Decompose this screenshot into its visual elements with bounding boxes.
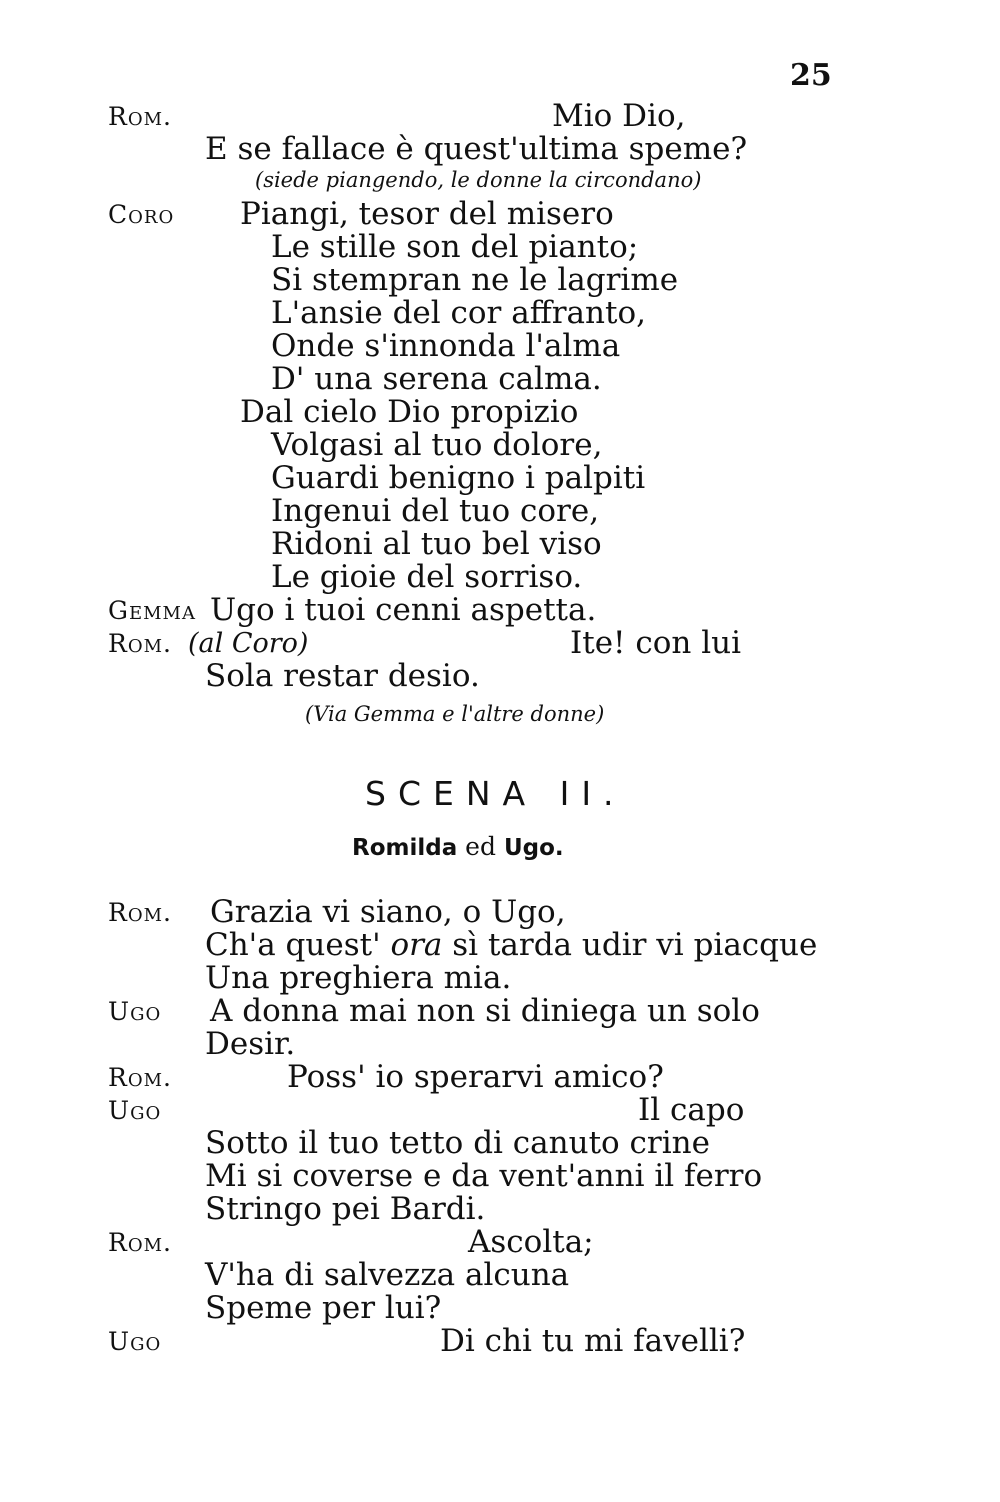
verse-line: Onde s'innonda l'alma	[271, 328, 621, 364]
page-number: 25	[790, 58, 832, 93]
stage-direction: (siede piangendo, le donne la circondano)	[255, 168, 702, 192]
verse-line: Poss' io sperarvi amico?	[287, 1059, 664, 1095]
verse-line: Le gioie del sorriso.	[271, 559, 583, 595]
speaker-label: Rom.	[108, 102, 172, 131]
character-name: Romilda	[352, 835, 458, 861]
speaker-label: Coro	[108, 200, 175, 229]
verse-line: Ch'a quest' ora sì tarda udir vi piacque	[205, 927, 818, 963]
verse-line: V'ha di salvezza alcuna	[205, 1257, 570, 1293]
character-name: Ugo.	[503, 835, 564, 861]
speaker-label: Rom.	[108, 1063, 172, 1092]
verse-line: Stringo pei Bardi.	[205, 1191, 486, 1227]
verse-line: Desir.	[205, 1026, 296, 1062]
speaker-label: Rom.	[108, 629, 172, 658]
scene-characters	[352, 832, 564, 861]
speaker-label: Rom.	[108, 1228, 172, 1257]
verse-line: Guardi benigno i palpiti	[271, 460, 646, 496]
speaker-label: Gemma	[108, 596, 196, 625]
verse-line: Ingenui del tuo core,	[271, 493, 600, 529]
verse-line: Una preghiera mia.	[205, 960, 512, 996]
verse-line: Speme per lui?	[205, 1290, 442, 1326]
speaker-label: Rom.	[108, 898, 172, 927]
verse-line: A donna mai non si diniega un solo	[210, 993, 760, 1029]
verse-line: Dal cielo Dio propizio	[240, 394, 579, 430]
verse-line: D' una serena calma.	[271, 361, 602, 397]
verse-line: Sola restar desio.	[205, 658, 480, 694]
verse-line: Di chi tu mi favelli?	[440, 1323, 746, 1359]
verse-line: Mio Dio,	[552, 98, 686, 134]
verse-line: Ite! con lui	[570, 625, 741, 661]
scene-title: SCENA II.	[365, 774, 626, 813]
speaker-label: Ugo	[108, 997, 162, 1026]
verse-line: Piangi, tesor del misero	[240, 196, 614, 232]
verse-line: Il capo	[638, 1092, 745, 1128]
conjunction: ed	[457, 832, 504, 861]
stage-direction: (Via Gemma e l'altre donne)	[305, 702, 605, 726]
verse-line: Grazia vi siano, o Ugo,	[210, 894, 566, 930]
verse-line: E se fallace è quest'ultima speme?	[205, 131, 748, 167]
verse-line: Ascolta;	[468, 1224, 594, 1260]
verse-line: Le stille son del pianto;	[271, 229, 639, 265]
verse-line: Mi si coverse e da vent'anni il ferro	[205, 1158, 763, 1194]
verse-line: Ridoni al tuo bel viso	[271, 526, 602, 562]
inline-stage-direction: (al Coro)	[188, 628, 309, 659]
verse-line: Volgasi al tuo dolore,	[271, 427, 603, 463]
verse-line: L'ansie del cor affranto,	[271, 295, 646, 331]
verse-line: Ugo i tuoi cenni aspetta.	[210, 592, 597, 628]
speaker-label: Ugo	[108, 1096, 162, 1125]
speaker-label: Ugo	[108, 1327, 162, 1356]
verse-line: Si stempran ne le lagrime	[271, 262, 679, 298]
verse-line: Sotto il tuo tetto di canuto crine	[205, 1125, 710, 1161]
